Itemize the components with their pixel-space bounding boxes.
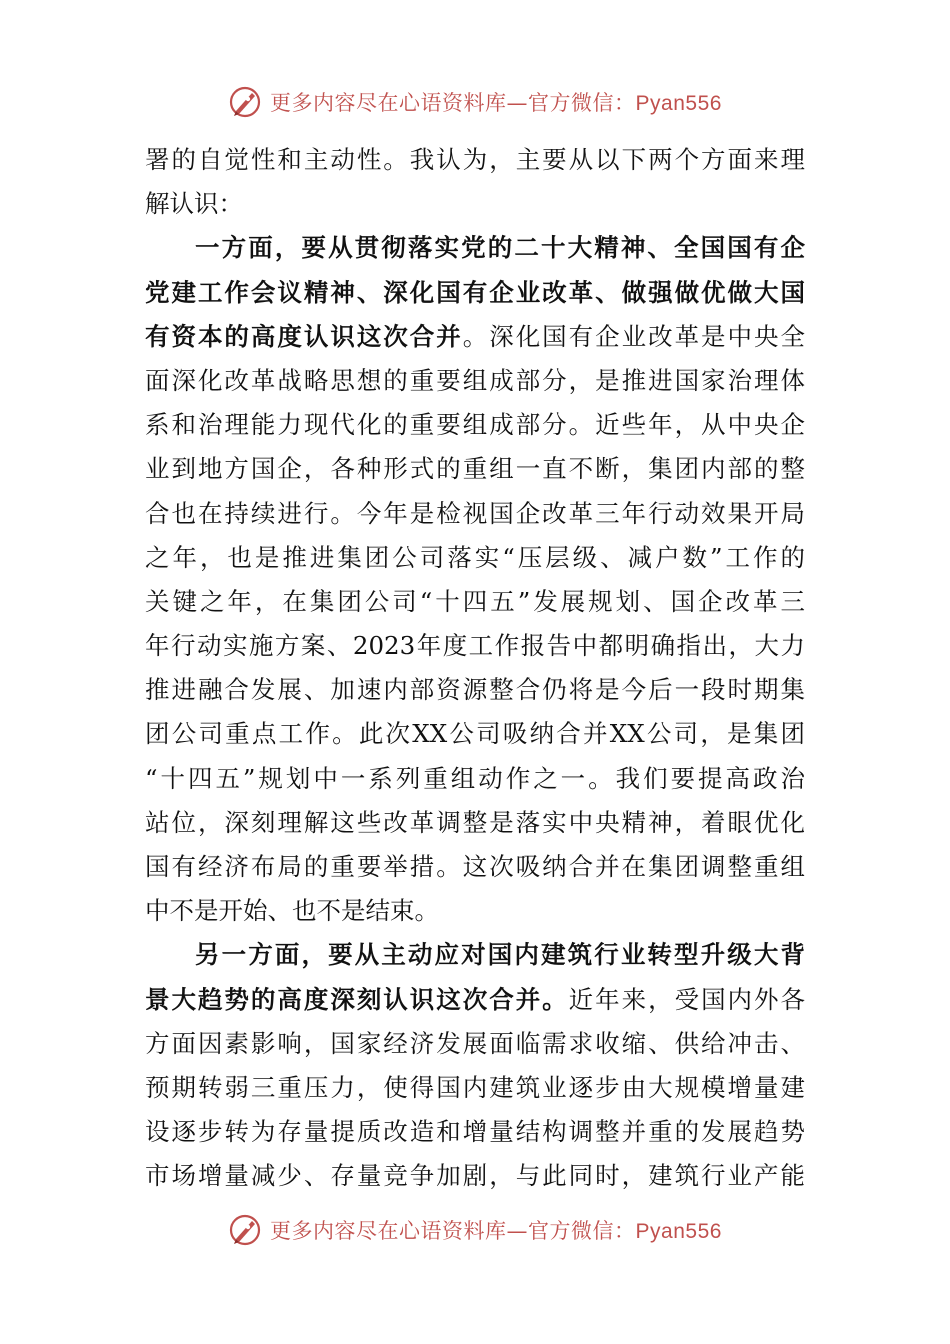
text-line — [145, 447, 805, 491]
text-run: 近年来，受国内外各 — [568, 984, 805, 1014]
text-run: 系和治理能力现代化的重要组成部分。近些年，从中央企 — [145, 410, 805, 440]
banner-text — [270, 1215, 722, 1245]
text-line — [145, 182, 805, 226]
text-run: 站位，深刻理解这些改革调整是落实中央精神，着眼优化 — [145, 807, 805, 837]
text-run: 国有经济布局的重要举措。这次吸纳合并在集团调整重组 — [145, 852, 805, 881]
banner-text — [270, 87, 722, 117]
bold-text-run: 景大趋势的高度深刻认识这次合并。 — [145, 984, 569, 1014]
text-run: 之年，也是推进集团公司落实“压层级、减户数”工作的 — [145, 542, 805, 572]
text-line — [145, 492, 805, 536]
text-run: “十四五”规划中一系列重组动作之一。我们要提高政治 — [145, 763, 805, 793]
text-line — [145, 933, 805, 977]
text-line — [145, 624, 805, 668]
bold-text-run: 另一方面，要从主动应对国内建筑行业转型升级大背 — [195, 940, 805, 970]
text-run: 团公司重点工作。此次XX公司吸纳合并XX公司，是集团 — [145, 719, 805, 749]
text-run: 预期转弱三重压力，使得国内建筑业逐步由大规模增量建 — [145, 1072, 805, 1102]
text-run: 年行动实施方案、2023年度工作报告中都明确指出，大力 — [145, 631, 805, 661]
text-line — [145, 359, 805, 403]
text-line — [145, 845, 805, 889]
text-run: 业到地方国企，各种形式的重组一直不断，集团内部的整 — [145, 454, 805, 484]
text-line — [145, 1154, 805, 1198]
text-line — [145, 889, 805, 933]
banner-label: 更多内容尽在心语资料库—官方微信： — [270, 1219, 636, 1243]
bold-text-run: 有资本的高度认识这次合并 — [145, 321, 463, 351]
text-run: 。深化国有企业改革是中央全 — [462, 321, 805, 351]
text-line — [145, 712, 805, 756]
banner-label: 更多内容尽在心语资料库—官方微信： — [270, 91, 636, 115]
text-line — [145, 403, 805, 447]
text-line — [145, 580, 805, 624]
banner-wechat-id: Pyan556 — [635, 92, 722, 115]
text-run: 中不是开始、也不是结束。 — [145, 896, 439, 926]
banner-wechat-id: Pyan556 — [635, 1220, 722, 1243]
text-line — [145, 757, 805, 801]
bold-text-run: 党建工作会议精神、深化国有企业改革、做强做优做大国 — [145, 277, 805, 307]
text-run: 推进融合发展、加速内部资源整合仍将是今后一段时期集 — [145, 675, 805, 705]
text-line — [145, 138, 805, 182]
text-line — [145, 315, 805, 359]
text-run: 合也在持续进行。今年是检视国企改革三年行动效果开局 — [145, 498, 805, 528]
document-body — [145, 138, 805, 1199]
text-line — [145, 226, 805, 270]
text-line — [145, 801, 805, 845]
text-line — [145, 536, 805, 580]
text-run: 署的自觉性和主动性。我认为，主要从以下两个方面来理 — [145, 145, 805, 174]
text-run: 市场增量减少、存量竞争加剧，与此同时，建筑行业产能 — [145, 1161, 805, 1191]
text-run: 设逐步转为存量提质改造和增量结构调整并重的发展趋势 — [145, 1117, 805, 1147]
footer-banner — [0, 1208, 950, 1252]
text-line — [145, 1022, 805, 1066]
text-run: 解认识： — [145, 189, 243, 219]
text-line — [145, 668, 805, 712]
text-line — [145, 978, 805, 1022]
pen-circle-icon — [228, 1213, 262, 1247]
pen-circle-icon — [228, 85, 262, 119]
text-run: 面深化改革战略思想的重要组成部分，是推进国家治理体 — [145, 365, 805, 395]
text-run: 方面因素影响，国家经济发展面临需求收缩、供给冲击、 — [145, 1028, 805, 1058]
text-line — [145, 271, 805, 315]
text-line — [145, 1066, 805, 1110]
text-line — [145, 1110, 805, 1154]
text-run: 关键之年，在集团公司“十四五”发展规划、国企改革三 — [145, 586, 805, 616]
header-banner — [0, 80, 950, 124]
bold-text-run: 一方面，要从贯彻落实党的二十大精神、全国国有企 — [195, 233, 805, 263]
